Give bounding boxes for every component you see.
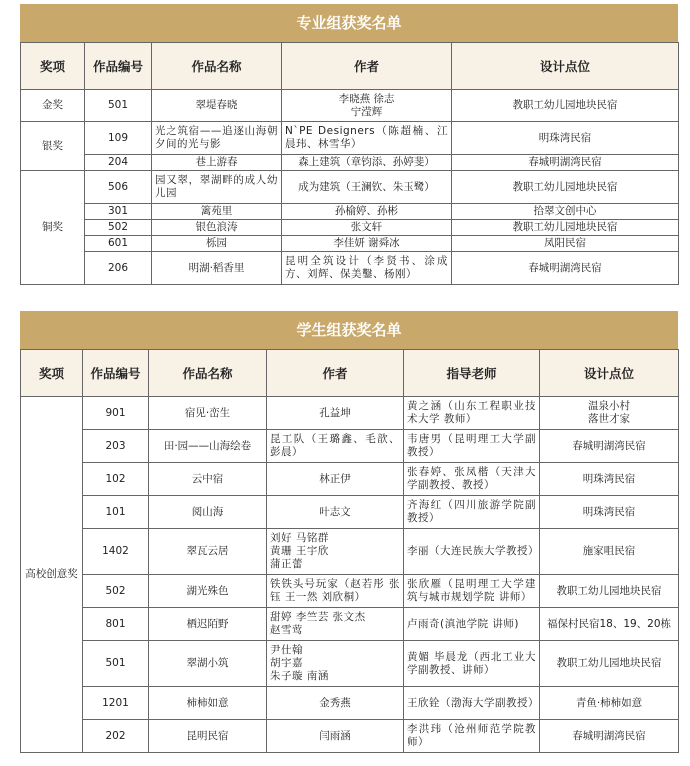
work-name-cell: 园又翠，翠湖畔的成人幼儿园: [152, 171, 282, 204]
work-name-cell: 柿柿如意: [149, 687, 267, 720]
site-cell: 教职工幼儿园地块民宿: [452, 171, 679, 204]
work-id-cell: 501: [83, 641, 149, 687]
work-id-cell: 502: [83, 575, 149, 608]
student-header-row: [21, 350, 679, 397]
author-cell: 刘好 马铭群 黄珊 王宇欣 蒲正蕾: [267, 529, 404, 575]
work-id-cell: 204: [85, 155, 152, 171]
teacher-cell: 齐海红（四川旅游学院副教授）: [404, 496, 540, 529]
author-cell: 张文轩: [282, 220, 452, 236]
work-id-cell: 501: [85, 90, 152, 122]
site-cell: 明珠湾民宿: [540, 463, 679, 496]
site-cell: 教职工幼儿园地块民宿: [452, 220, 679, 236]
author-cell: 金秀燕: [267, 687, 404, 720]
author-cell: 孔益坤: [267, 397, 404, 430]
work-id-cell: 601: [85, 236, 152, 252]
student-section: [20, 311, 678, 753]
author-cell: 昆工队（王璐鑫、毛歆、彭晨）: [267, 430, 404, 463]
site-cell: 春城明湖湾民宿: [452, 155, 679, 171]
author-cell: 李晓燕 徐志 宁滢辉: [282, 90, 452, 122]
site-cell: 福保村民宿18、19、20栋: [540, 608, 679, 641]
work-name-cell: 翠瓦云居: [149, 529, 267, 575]
site-cell: 明珠湾民宿: [452, 122, 679, 155]
header-award: 奖项: [21, 43, 85, 90]
table-row: [21, 236, 679, 252]
teacher-cell: 黄之涵（山东工程职业技术大学 教师）: [404, 397, 540, 430]
header-teacher: 指导老师: [404, 350, 540, 397]
table-row: [21, 529, 679, 575]
author-cell: 李佳妍 谢舜冰: [282, 236, 452, 252]
author-cell: N`PE Designers（陈超楠、江晨玮、林雪华）: [282, 122, 452, 155]
author-cell: 尹仕翰 胡宇嘉 朱子璇 南涵: [267, 641, 404, 687]
teacher-cell: 卢雨奇(滇池学院 讲师): [404, 608, 540, 641]
table-row: [21, 641, 679, 687]
table-row: [21, 397, 679, 430]
table-row: [21, 430, 679, 463]
student-table: [20, 349, 679, 753]
site-cell: 春城明湖湾民宿: [540, 430, 679, 463]
table-row: [21, 171, 679, 204]
table-row: [21, 687, 679, 720]
header-id: 作品编号: [85, 43, 152, 90]
author-cell: 闫雨涵: [267, 720, 404, 753]
site-cell: 春城明湖湾民宿: [452, 252, 679, 285]
site-cell: 青鱼·柿柿如意: [540, 687, 679, 720]
table-row: [21, 720, 679, 753]
work-id-cell: 1201: [83, 687, 149, 720]
table-row: [21, 575, 679, 608]
professional-title: 专业组获奖名单: [20, 4, 678, 42]
site-cell: 凤阳民宿: [452, 236, 679, 252]
teacher-cell: 张欣雁（昆明理工大学建筑与城市规划学院 讲师）: [404, 575, 540, 608]
table-row: [21, 496, 679, 529]
table-row: [21, 155, 679, 171]
work-id-cell: 1402: [83, 529, 149, 575]
work-name-cell: 栖迟陌野: [149, 608, 267, 641]
author-cell: 铁铁头号玩家（赵若彤 张钰 王一然 刘欣桐）: [267, 575, 404, 608]
header-name: 作品名称: [149, 350, 267, 397]
professional-section: [20, 4, 678, 285]
header-name: 作品名称: [152, 43, 282, 90]
site-cell: 教职工幼儿园地块民宿: [452, 90, 679, 122]
site-cell: 温泉小村 落世才家: [540, 397, 679, 430]
work-name-cell: 翠湖小筑: [149, 641, 267, 687]
work-name-cell: 栎园: [152, 236, 282, 252]
work-name-cell: 湖光殊色: [149, 575, 267, 608]
header-author: 作者: [267, 350, 404, 397]
work-name-cell: 阅山海: [149, 496, 267, 529]
work-id-cell: 109: [85, 122, 152, 155]
site-cell: 明珠湾民宿: [540, 496, 679, 529]
student-title: 学生组获奖名单: [20, 311, 678, 349]
site-cell: 春城明湖湾民宿: [540, 720, 679, 753]
table-row: [21, 122, 679, 155]
work-name-cell: 篱苑里: [152, 204, 282, 220]
work-id-cell: 101: [83, 496, 149, 529]
teacher-cell: 张春婷、张凤楷（天津大学副教授、教授）: [404, 463, 540, 496]
work-id-cell: 502: [85, 220, 152, 236]
site-cell: 教职工幼儿园地块民宿: [540, 641, 679, 687]
work-id-cell: 901: [83, 397, 149, 430]
author-cell: 孙榆婷、孙彬: [282, 204, 452, 220]
table-row: [21, 608, 679, 641]
professional-table: [20, 42, 679, 285]
work-id-cell: 506: [85, 171, 152, 204]
header-award: 奖项: [21, 350, 83, 397]
teacher-cell: 王欣铨（渤海大学副教授）: [404, 687, 540, 720]
header-id: 作品编号: [83, 350, 149, 397]
teacher-cell: 李洪玮（沧州师范学院教师）: [404, 720, 540, 753]
work-name-cell: 昆明民宿: [149, 720, 267, 753]
author-cell: 甜婷 李竺芸 张文杰 赵雪莺: [267, 608, 404, 641]
work-name-cell: 云中宿: [149, 463, 267, 496]
table-row: [21, 220, 679, 236]
author-cell: 昆明全筑设计（李贤书、涂成方、刘辉、保美鑿、杨刚）: [282, 252, 452, 285]
work-id-cell: 801: [83, 608, 149, 641]
site-cell: 教职工幼儿园地块民宿: [540, 575, 679, 608]
table-row: [21, 252, 679, 285]
header-site: 设计点位: [540, 350, 679, 397]
work-name-cell: 光之筑宿——追逐山海朝夕间的光与影: [152, 122, 282, 155]
award-cell: 银奖: [21, 122, 85, 171]
work-name-cell: 明湖·稻香里: [152, 252, 282, 285]
work-name-cell: 银色浪涛: [152, 220, 282, 236]
table-row: [21, 90, 679, 122]
work-id-cell: 102: [83, 463, 149, 496]
site-cell: 拾翠文创中心: [452, 204, 679, 220]
teacher-cell: 黄媚 毕晨龙（西北工业大学副教授、讲师）: [404, 641, 540, 687]
award-cell: 金奖: [21, 90, 85, 122]
table-row: [21, 463, 679, 496]
teacher-cell: 李丽（大连民族大学教授）: [404, 529, 540, 575]
site-cell: 施家咀民宿: [540, 529, 679, 575]
work-name-cell: 田·园——山海绘卷: [149, 430, 267, 463]
award-cell: 铜奖: [21, 171, 85, 285]
header-site: 设计点位: [452, 43, 679, 90]
header-author: 作者: [282, 43, 452, 90]
author-cell: 叶志文: [267, 496, 404, 529]
work-id-cell: 301: [85, 204, 152, 220]
award-cell: 高校创意奖: [21, 397, 83, 753]
work-id-cell: 202: [83, 720, 149, 753]
teacher-cell: 韦唐男（昆明理工大学副教授）: [404, 430, 540, 463]
author-cell: 林正伊: [267, 463, 404, 496]
work-id-cell: 203: [83, 430, 149, 463]
work-name-cell: 宿见·峦生: [149, 397, 267, 430]
work-name-cell: 翠堤春晓: [152, 90, 282, 122]
work-name-cell: 巷上游春: [152, 155, 282, 171]
professional-header-row: [21, 43, 679, 90]
work-id-cell: 206: [85, 252, 152, 285]
table-row: [21, 204, 679, 220]
author-cell: 成为建筑（王澜钦、朱玉鹭）: [282, 171, 452, 204]
author-cell: 森上建筑（章钧添、孙婷斐）: [282, 155, 452, 171]
